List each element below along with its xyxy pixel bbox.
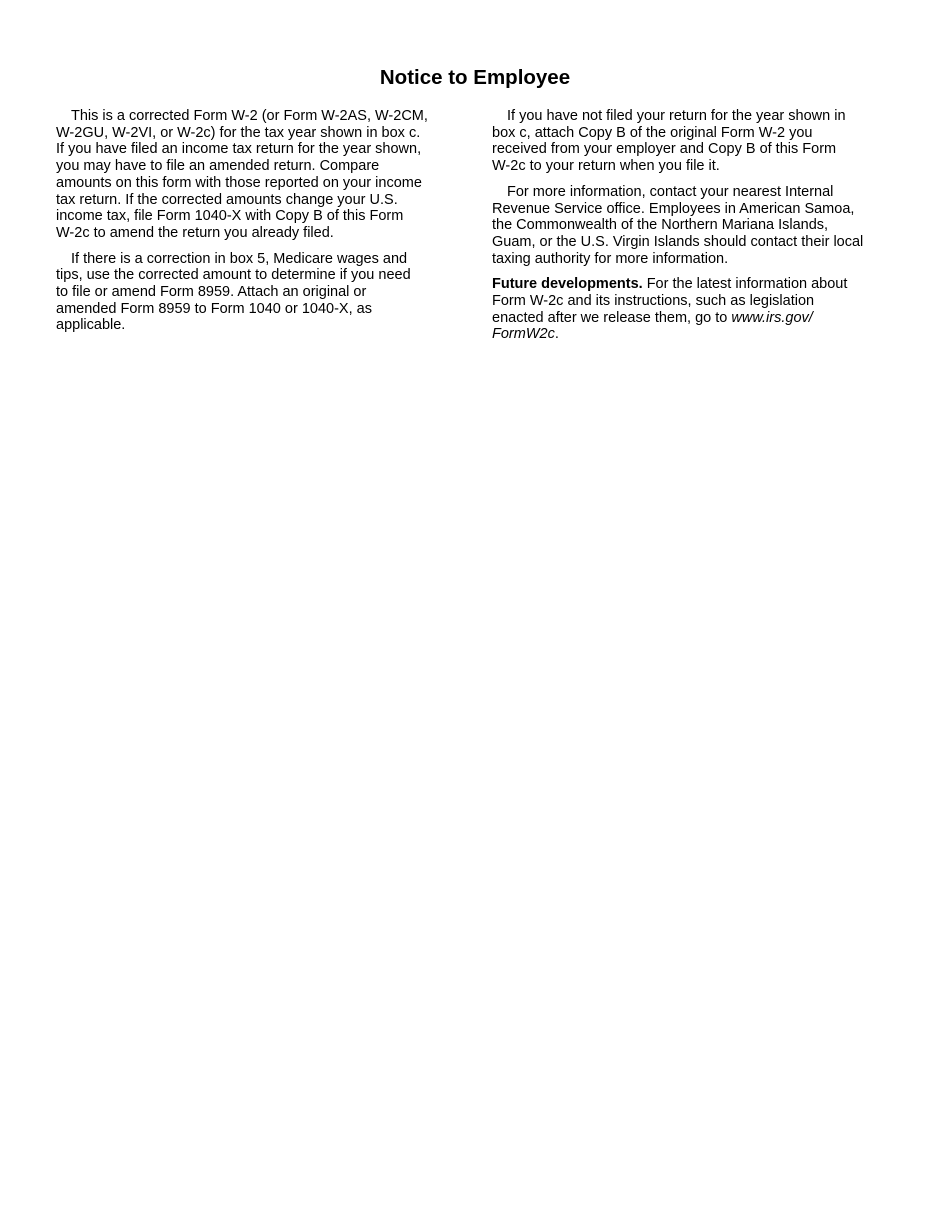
text-line: Revenue Service office. Employees in American Samoa,	[492, 200, 855, 217]
paragraph-more-information	[492, 184, 912, 268]
text-line: you may have to file an amended return. Compare	[56, 158, 380, 175]
text-line: This is a corrected Form W-2 (or Form W-2AS, W-2CM,	[71, 108, 428, 124]
text-line: taxing authority for more information.	[492, 250, 729, 267]
irs-url-link[interactable]: www.irs.gov/	[731, 309, 813, 326]
text-line: received from your employer and Copy B of this Form	[492, 141, 837, 158]
text-line: .	[554, 326, 559, 343]
text-line: the Commonwealth of the Northern Mariana Islands,	[492, 217, 829, 234]
right-column	[492, 108, 912, 352]
paragraph-not-filed	[492, 108, 912, 175]
text-line: tax return. If the corrected amounts change your U.S.	[56, 191, 398, 208]
text-line: amounts on this form with those reported on your income	[56, 174, 422, 191]
text-line: If you have not filed your return for the year shown in	[507, 108, 846, 124]
text-line: enacted after we release them, go to	[492, 309, 732, 326]
future-developments-heading: Future developments.	[492, 276, 643, 293]
irs-url-link-continued[interactable]: FormW2c	[492, 326, 555, 343]
text-line: applicable.	[56, 317, 126, 334]
paragraph-medicare-correction	[56, 251, 466, 335]
text-line: box c, attach Copy B of the original Form W-2 you	[492, 124, 813, 141]
text-line: income tax, file Form 1040-X with Copy B of this Form	[56, 208, 404, 225]
text-line: If there is a correction in box 5, Medicare wages and	[71, 250, 408, 267]
text-line: W-2GU, W-2VI, or W-2c) for the tax year shown in box c.	[56, 124, 421, 141]
page-title: Notice to Employee	[379, 66, 571, 89]
text-line: For the latest information about	[642, 276, 848, 293]
paragraph-corrected-form	[56, 108, 466, 242]
left-column	[56, 108, 466, 343]
text-line: to file or amend Form 8959. Attach an original or	[56, 284, 367, 301]
text-line: amended Form 8959 to Form 1040 or 1040-X, as	[56, 300, 372, 317]
text-line: If you have filed an income tax return for the year shown,	[56, 141, 422, 158]
text-line: W-2c to amend the return you already filed.	[56, 224, 334, 241]
paragraph-future-developments	[492, 276, 912, 343]
text-line: tips, use the corrected amount to determine if you need	[56, 267, 411, 284]
text-line: For more information, contact your nearest Internal	[507, 183, 834, 200]
text-line: Guam, or the U.S. Virgin Islands should contact their local	[492, 233, 864, 250]
text-line: Form W-2c and its instructions, such as legislation	[492, 293, 815, 310]
text-line: W-2c to your return when you file it.	[492, 158, 720, 175]
